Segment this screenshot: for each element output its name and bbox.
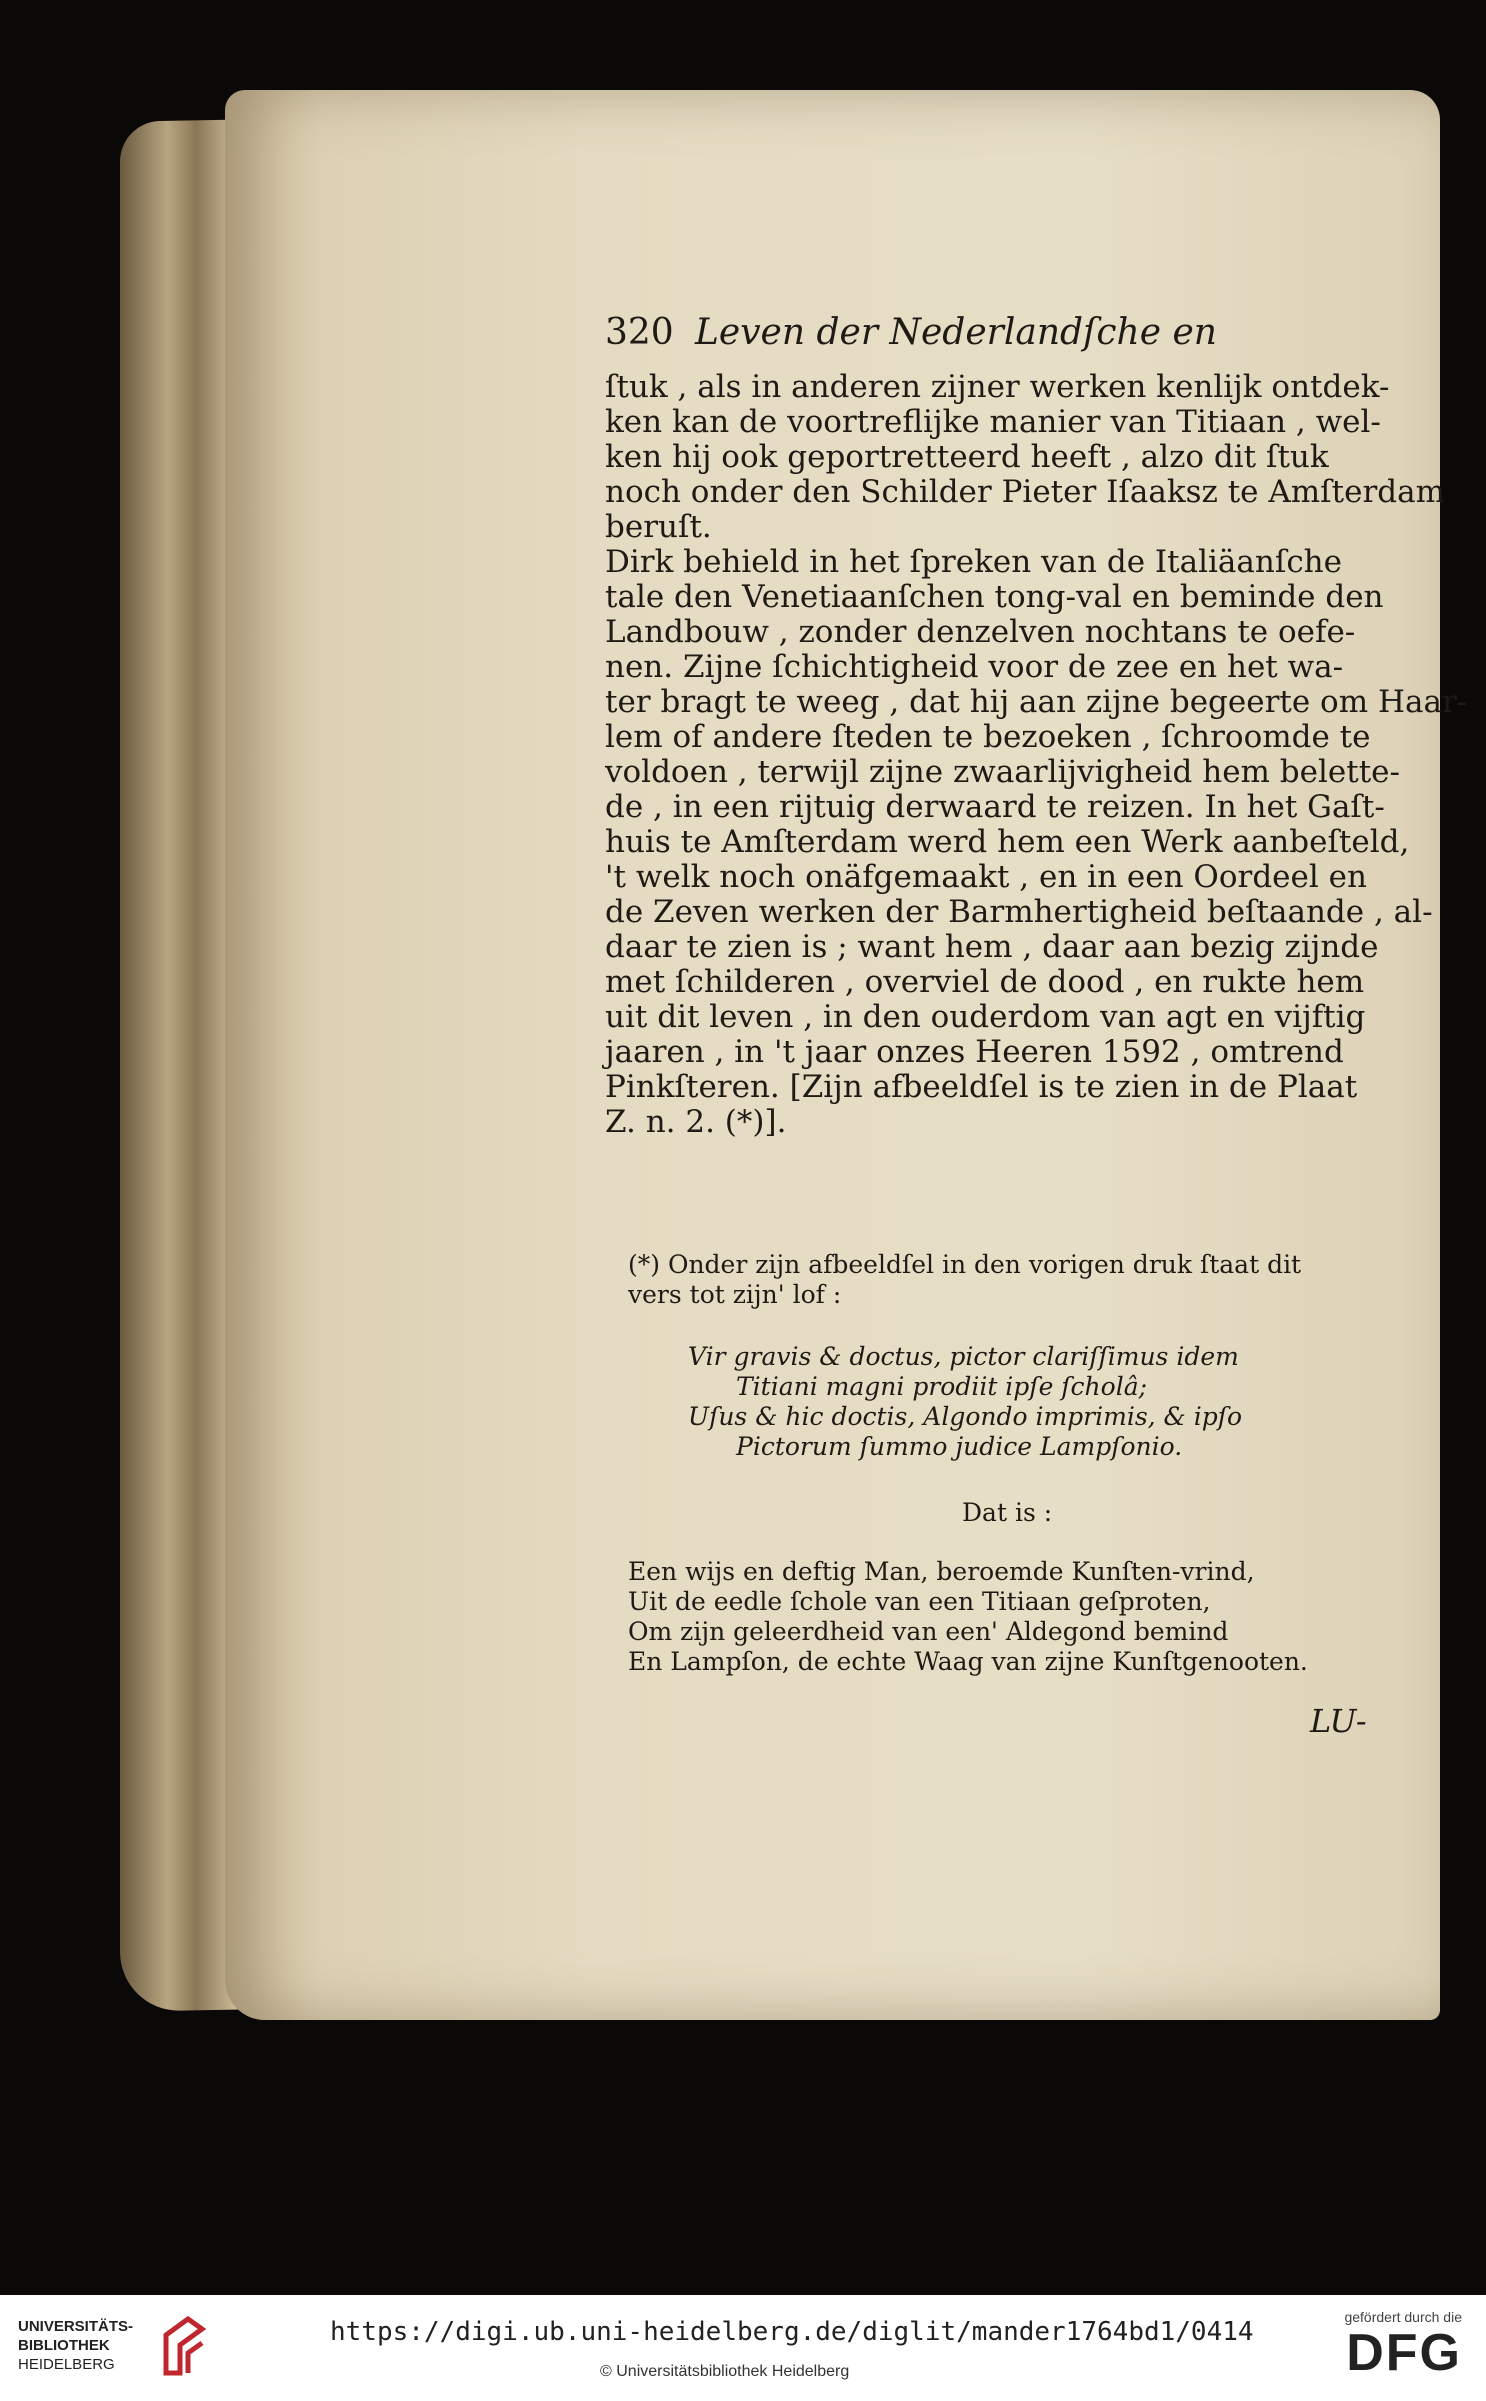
verse-line: Een wijs en deftig Man, beroemde Kunſten-vrind,	[628, 1557, 1255, 1586]
footnote	[628, 1250, 1388, 1310]
body-line: de , in een rijtuig derwaard te reizen. In het Gaſt-	[605, 789, 1385, 825]
body-line: jaaren , in 't jaar onzes Heeren 1592 , omtrend	[605, 1034, 1344, 1070]
dfg-logo[interactable]	[1344, 2309, 1462, 2381]
running-title: Leven der Nederlandſche en	[695, 312, 1217, 353]
page-number: 320	[605, 312, 674, 353]
verse-line: Titiani magni prodiit ipſe ſcholâ;	[736, 1372, 1148, 1401]
body-line: daar te zien is ; want hem , daar aan bezig zijnde	[605, 929, 1379, 965]
library-name	[18, 2317, 133, 2374]
body-line: beruſt.	[605, 509, 712, 545]
library-name-line: BIBLIOTHEK	[18, 2337, 110, 2354]
funder-name: DFG	[1346, 2324, 1462, 2382]
body-line: voldoen , terwijl zijne zwaarlijvigheid hem belette-	[605, 754, 1400, 790]
running-head	[605, 312, 1375, 353]
verse-line: Vir gravis & doctus, pictor clariſſimus idem	[688, 1342, 1239, 1371]
funded-by-label: gefördert durch die	[1344, 2309, 1462, 2325]
body-line: Pinkſteren. [Zijn afbeeldſel is te zien in de Plaat	[605, 1069, 1358, 1105]
body-line: Z. n. 2. (*)].	[605, 1104, 787, 1140]
body-text	[605, 369, 1468, 1140]
body-line: uit dit leven , in den ouderdom van agt en vijftig	[605, 999, 1366, 1035]
footnote-line: vers tot zijn' lof :	[628, 1280, 842, 1309]
library-logo[interactable]	[18, 2313, 208, 2383]
body-line: Landbouw , zonder denzelven nochtans te oefe-	[605, 614, 1356, 650]
verse-line: Uit de eedle ſchole van een Titiaan geſproten,	[628, 1587, 1211, 1616]
body-line: 't welk noch onäfgemaakt , en in een Oordeel en	[605, 859, 1367, 895]
body-line: ter bragt te weeg , dat hij aan zijne begeerte om Haar-	[605, 684, 1468, 720]
viewer-footer	[0, 2295, 1486, 2401]
body-line: tale den Venetiaanſchen tong-val en beminde den	[605, 579, 1384, 615]
verse-line: Pictorum ſummo judice Lampſonio.	[736, 1432, 1183, 1461]
body-line: ſtuk , als in anderen zijner werken kenlijk ontdek-	[605, 369, 1390, 405]
body-line: de Zeven werken der Barmhertigheid beſtaande , al-	[605, 894, 1433, 930]
body-line: ken hij ook geportretteerd heeft , alzo dit ſtuk	[605, 439, 1329, 475]
body-line: nen. Zijne ſchichtigheid voor de zee en het wa-	[605, 649, 1344, 685]
footnote-line: (*) Onder zijn afbeeldſel in den vorigen druk ſtaat dit	[628, 1250, 1302, 1279]
permalink-url[interactable]: https://digi.ub.uni-heidelberg.de/diglit/mander1764bd1/0414	[330, 2317, 1254, 2347]
latin-verse	[688, 1342, 1388, 1462]
body-line: huis te Amſterdam werd hem een Werk aanbeſteld,	[605, 824, 1410, 860]
body-line: noch onder den Schilder Pieter Iſaaksz te Amſterdam	[605, 474, 1445, 510]
dat-is-heading: Dat is :	[962, 1498, 1053, 1527]
catchword: LU-	[1310, 1702, 1367, 1740]
dutch-verse	[628, 1557, 1388, 1677]
body-line: lem of andere ſteden te bezoeken , ſchroomde te	[605, 719, 1371, 755]
copyright-notice: © Universitätsbibliothek Heidelberg	[600, 2363, 850, 2380]
body-line: Dirk behield in het ſpreken van de Italiäanſche	[605, 544, 1342, 580]
library-name-line: HEIDELBERG	[18, 2356, 115, 2373]
body-line: ken kan de voortreflijke manier van Titiaan , wel-	[605, 404, 1381, 440]
body-line: met ſchilderen , overviel de dood , en rukte hem	[605, 964, 1365, 1000]
library-name-line: UNIVERSITÄTS-	[18, 2318, 134, 2335]
verse-line: Uſus & hic doctis, Algondo imprimis, & ipſo	[688, 1402, 1243, 1431]
verse-line: En Lampſon, de echte Waag van zijne Kunſtgenooten.	[628, 1647, 1308, 1676]
library-emblem-icon	[158, 2313, 208, 2379]
verse-line: Om zijn geleerdheid van een' Aldegond bemind	[628, 1617, 1229, 1646]
